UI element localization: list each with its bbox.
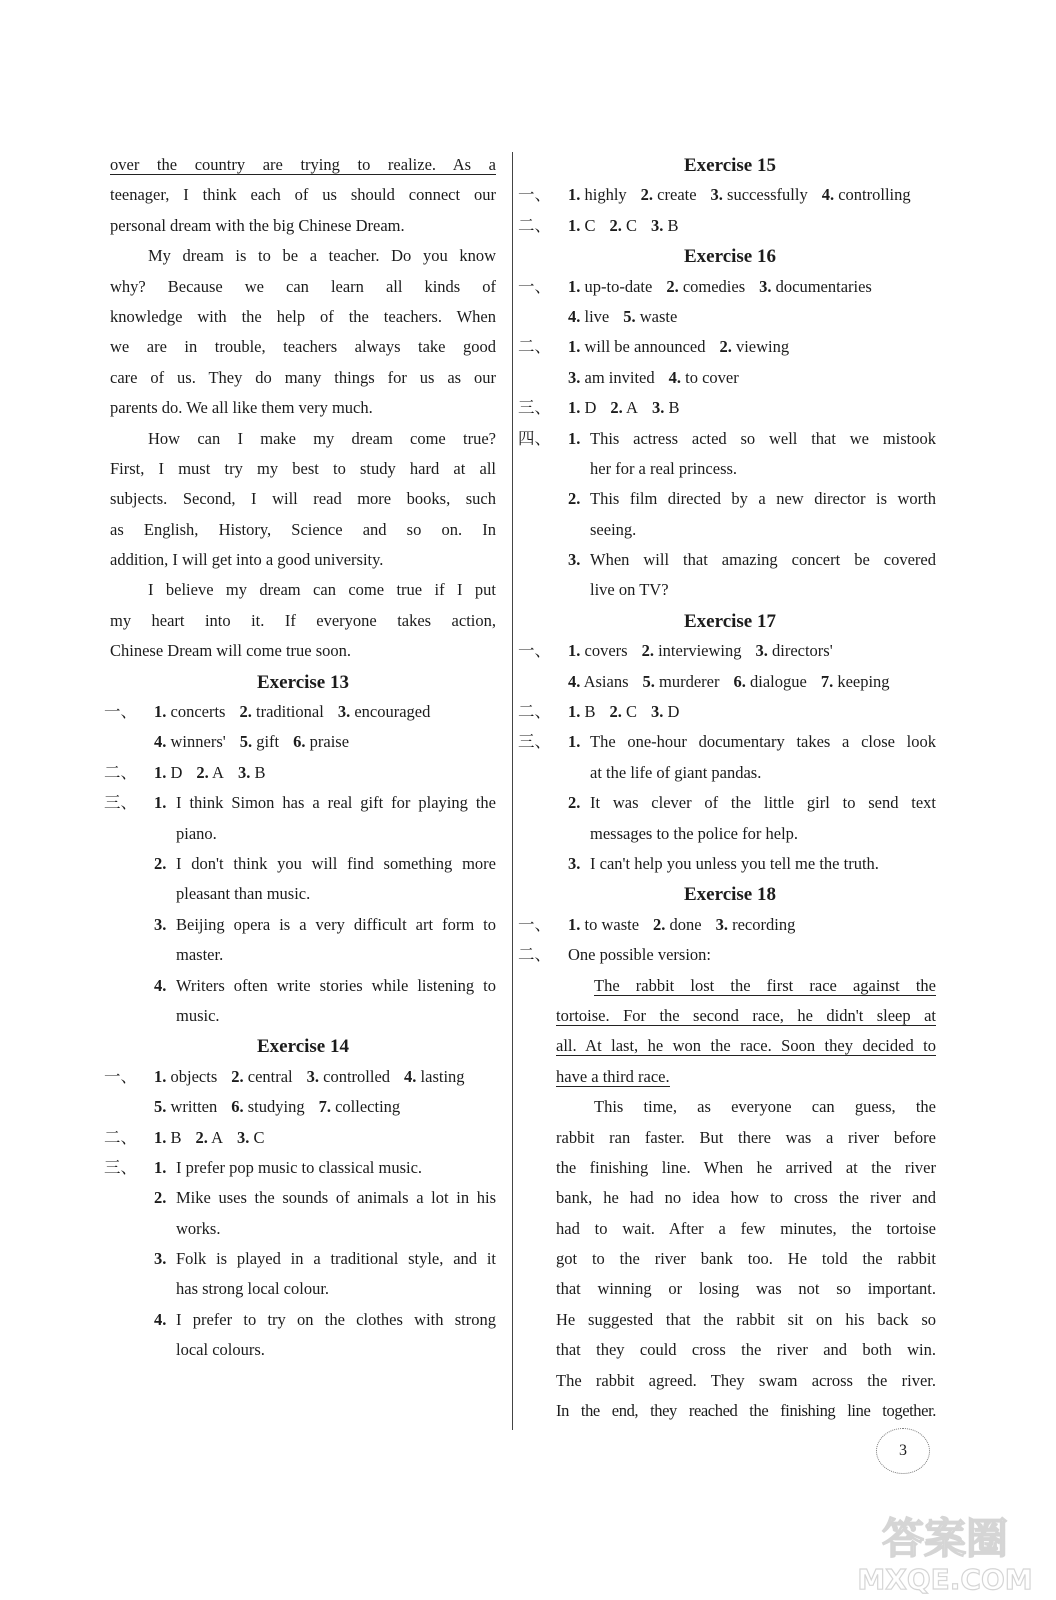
sentence-line: Folk is played in a traditional style, and it bbox=[176, 1249, 496, 1269]
answer-row bbox=[568, 393, 936, 423]
section-label: 二、 bbox=[518, 945, 551, 965]
story-underlined-line: all. At last, he won the race. Soon they decided to bbox=[556, 1036, 936, 1056]
answer: 1. objects bbox=[154, 1066, 218, 1086]
answer: 5. written bbox=[154, 1097, 218, 1117]
ex13-section-1 bbox=[104, 697, 496, 758]
answer: 4. winners' bbox=[154, 732, 226, 752]
story-line: got to the river bank too. He told the rabbit bbox=[556, 1249, 936, 1269]
essay-line: over the country are trying to realize. As a bbox=[110, 155, 496, 174]
item-number: 4. bbox=[154, 1309, 167, 1329]
exercise-17-title: Exercise 17 bbox=[684, 610, 776, 632]
section-label: 二、 bbox=[518, 337, 551, 357]
watermark-url-text: MXQE.COM bbox=[857, 1563, 1033, 1595]
item-number: 3. bbox=[568, 550, 581, 570]
item-number: 1. bbox=[154, 1157, 167, 1177]
sentence-item bbox=[154, 1305, 496, 1366]
exercise-14-title: Exercise 14 bbox=[257, 1036, 349, 1058]
answer: 3. B bbox=[651, 398, 680, 418]
essay-line: Chinese Dream will come true soon. bbox=[110, 641, 352, 661]
sentence-line: live on TV? bbox=[590, 580, 669, 600]
ex17-section-3 bbox=[518, 727, 936, 879]
sentence-item bbox=[568, 545, 936, 606]
answer: 2. comedies bbox=[666, 276, 746, 296]
section-label: 二、 bbox=[104, 762, 137, 782]
answer-row bbox=[154, 1062, 496, 1092]
answer: 2. viewing bbox=[719, 337, 790, 357]
sentence-line: It was clever of the little girl to send text bbox=[590, 793, 936, 813]
answer-row bbox=[568, 667, 936, 697]
section-label: 一、 bbox=[104, 702, 137, 722]
sentence-item bbox=[154, 849, 496, 910]
sentence-line: The one-hour documentary takes a close look bbox=[590, 732, 936, 752]
story-line: This time, as everyone can guess, the bbox=[594, 1097, 936, 1117]
answer: 3. successfully bbox=[710, 185, 808, 205]
story bbox=[556, 971, 936, 1427]
ex16-section-3 bbox=[518, 393, 936, 423]
answer: 7. keeping bbox=[820, 671, 890, 691]
essay-line: My dream is to be a teacher. Do you know bbox=[148, 246, 496, 266]
left-column bbox=[104, 150, 496, 1366]
item-number: 1. bbox=[568, 732, 581, 752]
section-label: 二、 bbox=[104, 1127, 137, 1147]
sentence-line: Mike uses the sounds of animals a lot in his bbox=[176, 1188, 496, 1208]
answer: 1. D bbox=[568, 398, 597, 418]
answer: 1. C bbox=[568, 215, 596, 235]
sentence-item bbox=[568, 849, 936, 879]
section-label: 三、 bbox=[104, 793, 137, 813]
sentence-line: her for a real princess. bbox=[590, 458, 738, 478]
story-line: rabbit ran faster. But there was a river before bbox=[556, 1127, 936, 1147]
exercise-13-title: Exercise 13 bbox=[257, 671, 349, 693]
sentence-line: has strong local colour. bbox=[176, 1279, 330, 1299]
answer-row bbox=[568, 697, 936, 727]
essay-line: we are in trouble, teachers always take good bbox=[110, 337, 496, 357]
essay-line: addition, I will get into a good university. bbox=[110, 550, 384, 570]
section-label: 一、 bbox=[518, 914, 551, 934]
sentence-line: piano. bbox=[176, 823, 217, 843]
sentence-line: This film directed by a new director is worth bbox=[590, 489, 936, 509]
answer: 5. murderer bbox=[642, 671, 720, 691]
essay-line: How can I make my dream come true? bbox=[148, 428, 496, 448]
sentence-line: I prefer to try on the clothes with strong bbox=[176, 1309, 496, 1329]
answer-row bbox=[568, 180, 936, 210]
answer: 1. up-to-date bbox=[568, 276, 653, 296]
answer: 1. B bbox=[154, 1127, 182, 1147]
version-intro: One possible version: bbox=[568, 945, 711, 965]
answer: 2. A bbox=[610, 398, 638, 418]
essay-line: personal dream with the big Chinese Dream. bbox=[110, 215, 405, 235]
sentence-item bbox=[568, 484, 936, 545]
section-label: 三、 bbox=[518, 732, 551, 752]
watermark-logo bbox=[850, 1505, 1040, 1595]
sentence-line: Writers often write stories while listening to bbox=[176, 975, 496, 995]
answer: 3. directors' bbox=[755, 641, 833, 661]
answer-row bbox=[154, 697, 496, 727]
answer: 3. D bbox=[651, 702, 680, 722]
story-line: In the end, they reached the finishing line together. bbox=[556, 1401, 936, 1421]
sentence-line: I don't think you will find something more bbox=[176, 853, 496, 873]
answer-row bbox=[154, 1092, 496, 1122]
exercise-15-title: Exercise 15 bbox=[684, 155, 776, 176]
essay-line: care of us. They do many things for us as our bbox=[110, 367, 496, 387]
sentence-line: Beijing opera is a very difficult art form to bbox=[176, 914, 496, 934]
answer-row bbox=[154, 727, 496, 757]
sentence-line: I can't help you unless you tell me the truth. bbox=[590, 853, 879, 873]
section-label: 三、 bbox=[518, 398, 551, 418]
section-label: 一、 bbox=[518, 185, 551, 205]
exercise-16-title: Exercise 16 bbox=[684, 246, 776, 268]
story-line: The rabbit agreed. They swam across the river. bbox=[556, 1370, 936, 1390]
answer-row bbox=[568, 302, 936, 332]
column-divider bbox=[512, 152, 513, 1430]
story-line: the finishing line. When he arrived at the river bbox=[556, 1157, 936, 1177]
section-label: 二、 bbox=[518, 702, 551, 722]
section-label: 一、 bbox=[518, 276, 551, 296]
ex13-section-3 bbox=[104, 788, 496, 1031]
essay-line: I believe my dream can come true if I put bbox=[148, 580, 496, 600]
item-number: 2. bbox=[154, 1188, 167, 1208]
essay-line: parents do. We all like them very much. bbox=[110, 398, 373, 418]
ex16-section-1 bbox=[518, 272, 936, 333]
answer-row bbox=[154, 758, 496, 788]
section-label: 二、 bbox=[518, 215, 551, 235]
sentence-item bbox=[568, 788, 936, 849]
answer: 6. studying bbox=[231, 1097, 305, 1117]
answer: 3. B bbox=[651, 215, 679, 235]
answer: 3. recording bbox=[715, 914, 796, 934]
answer-row bbox=[568, 636, 936, 666]
watermark-cn-text: 答案圈 bbox=[881, 1514, 1009, 1563]
answer: 2. central bbox=[231, 1066, 293, 1086]
sentence-item bbox=[568, 424, 936, 485]
answer: 2. C bbox=[609, 702, 638, 722]
answer: 4. controlling bbox=[821, 185, 911, 205]
story-line: had to wait. After a few minutes, the tortoise bbox=[556, 1218, 936, 1238]
sentence-line: master. bbox=[176, 945, 224, 965]
sentence-line: I prefer pop music to classical music. bbox=[176, 1157, 423, 1177]
item-number: 3. bbox=[154, 914, 167, 934]
item-number: 2. bbox=[568, 793, 581, 813]
right-column bbox=[518, 150, 936, 1426]
answer: 4. Asians bbox=[568, 671, 629, 691]
ex16-section-2 bbox=[518, 332, 936, 393]
answer: 4. to cover bbox=[668, 367, 739, 387]
answer: 3. C bbox=[237, 1127, 265, 1147]
sentence-line: at the life of giant pandas. bbox=[590, 762, 762, 782]
answer: 3. documentaries bbox=[759, 276, 872, 296]
answer: 5. gift bbox=[239, 732, 280, 752]
sentence-item bbox=[154, 788, 496, 849]
ex14-section-1 bbox=[104, 1062, 496, 1123]
answer: 2. A bbox=[196, 762, 224, 782]
sentence-line: pleasant than music. bbox=[176, 884, 311, 904]
story-underlined-line: The rabbit lost the first race against the bbox=[594, 975, 936, 995]
answer: 3. am invited bbox=[568, 367, 655, 387]
ex14-section-2 bbox=[104, 1123, 496, 1153]
sentence-item bbox=[154, 1183, 496, 1244]
ex13-section-2 bbox=[104, 758, 496, 788]
answer: 2. C bbox=[609, 215, 638, 235]
sentence-line: I think Simon has a real gift for playing the bbox=[176, 793, 496, 813]
essay-line: First, I must try my best to study hard at all bbox=[110, 458, 496, 478]
essay-line: as English, History, Science and so on. In bbox=[110, 519, 496, 539]
answer: 5. waste bbox=[623, 306, 678, 326]
answer: 1. to waste bbox=[568, 914, 640, 934]
ex14-section-3 bbox=[104, 1153, 496, 1366]
answer: 3. controlled bbox=[306, 1066, 391, 1086]
story-underlined-line: have a third race. bbox=[556, 1066, 670, 1086]
essay-line: subjects. Second, I will read more books, such bbox=[110, 489, 496, 509]
answer: 4. lasting bbox=[404, 1066, 465, 1086]
ex15-section-1 bbox=[518, 180, 936, 210]
answer: 1. highly bbox=[568, 185, 627, 205]
answer: 6. dialogue bbox=[733, 671, 807, 691]
sentence-line: local colours. bbox=[176, 1340, 265, 1360]
section-label: 一、 bbox=[104, 1066, 137, 1086]
answer: 3. B bbox=[237, 762, 266, 782]
item-number: 1. bbox=[568, 428, 581, 448]
answer: 1. concerts bbox=[154, 702, 226, 722]
answer: 1. covers bbox=[568, 641, 628, 661]
sentence-line: works. bbox=[176, 1218, 221, 1238]
sentence-line: music. bbox=[176, 1005, 220, 1025]
item-number: 2. bbox=[154, 853, 167, 873]
answer: 2. traditional bbox=[239, 702, 324, 722]
sentence-line: messages to the police for help. bbox=[590, 823, 799, 843]
answer-row bbox=[154, 1123, 496, 1153]
essay-line: my heart into it. If everyone takes action, bbox=[110, 610, 496, 630]
sentence-item bbox=[154, 1244, 496, 1305]
story-line: that they could cross the river and both win. bbox=[556, 1340, 936, 1360]
answer: 6. praise bbox=[293, 732, 350, 752]
item-number: 2. bbox=[568, 489, 581, 509]
sentence-item bbox=[154, 910, 496, 971]
answer: 7. collecting bbox=[318, 1097, 401, 1117]
ex17-section-2 bbox=[518, 697, 936, 727]
ex18-section-1 bbox=[518, 910, 936, 940]
section-label: 一、 bbox=[518, 641, 551, 661]
answer: 1. will be announced bbox=[568, 337, 706, 357]
answer: 1. B bbox=[568, 702, 596, 722]
story-line: He suggested that the rabbit sit on his back so bbox=[556, 1309, 936, 1329]
answer-row bbox=[568, 332, 936, 362]
answer: 2. interviewing bbox=[641, 641, 742, 661]
answer-row bbox=[568, 272, 936, 302]
story-underlined-line: tortoise. For the second race, he didn't sleep at bbox=[556, 1005, 936, 1025]
item-number: 3. bbox=[568, 853, 581, 873]
essay-line: why? Because we can learn all kinds of bbox=[110, 276, 496, 296]
answer: 3. encouraged bbox=[337, 702, 431, 722]
story-line: bank, he had no idea how to cross the river and bbox=[556, 1188, 936, 1208]
item-number: 1. bbox=[154, 793, 167, 813]
sentence-line: seeing. bbox=[590, 519, 637, 539]
answer: 2. done bbox=[653, 914, 702, 934]
page-number: 3 bbox=[876, 1428, 930, 1474]
answer-row bbox=[568, 211, 936, 241]
sentence-item bbox=[568, 727, 936, 788]
sentence-item bbox=[154, 1153, 496, 1183]
answer-row bbox=[568, 363, 936, 393]
answer: 2. A bbox=[195, 1127, 224, 1147]
essay-line: knowledge with the help of the teachers. When bbox=[110, 306, 496, 326]
answer: 2. create bbox=[640, 185, 697, 205]
answer-row bbox=[568, 910, 936, 940]
story-line: that winning or losing was not so important. bbox=[556, 1279, 936, 1299]
item-number: 3. bbox=[154, 1249, 167, 1269]
section-label: 四、 bbox=[518, 428, 551, 448]
answer: 4. live bbox=[568, 306, 610, 326]
ex18-section-2 bbox=[518, 940, 936, 970]
ex16-section-4 bbox=[518, 424, 936, 606]
ex17-section-1 bbox=[518, 636, 936, 697]
essay-line: teenager, I think each of us should connect our bbox=[110, 185, 496, 205]
exercise-18-title: Exercise 18 bbox=[684, 884, 776, 906]
sentence-line: This actress acted so well that we mistook bbox=[590, 428, 936, 448]
ex15-section-2 bbox=[518, 211, 936, 241]
item-number: 4. bbox=[154, 975, 167, 995]
section-label: 三、 bbox=[104, 1157, 137, 1177]
answer: 1. D bbox=[154, 762, 183, 782]
sentence-line: When will that amazing concert be covered bbox=[590, 550, 936, 570]
sentence-item bbox=[154, 971, 496, 1032]
